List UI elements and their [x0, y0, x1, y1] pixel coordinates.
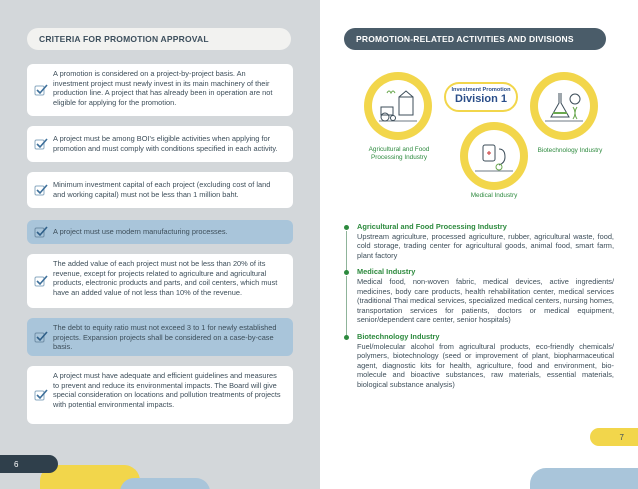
sector-item	[344, 332, 614, 390]
criteria-text: The added value of each project must not be less than 20% of its revenue, except for projects related to agriculture and agricultural products, electronic products and parts, and coil centers, which must have an added value of not less than 10% of the revenue.	[53, 259, 278, 297]
sector-description: Upstream agriculture, processed agriculture, rubber, agricultural waste, food, cold storage, trading center for agricultural goods, animal food, smart farm, plant factory	[357, 231, 614, 260]
sector-title: Medical Industry	[357, 267, 416, 277]
sector-description: Medical food, non-woven fabric, medical devices, active ingredients/ medicines, body care products, health rehabilitation center, medical services (traditional Thai medical services, specialized medical centers, nursing homes, transportation services for patients, doctors or medical equipment, senior/dependent care center, senior hospitals)	[357, 276, 614, 325]
checkmark-icon	[34, 274, 48, 288]
sector-title: Biotechnology Industry	[357, 331, 440, 341]
criteria-text: A promotion is considered on a project-by-project basis. An investment project must newly invest in its main machinery of their production line. A project that has already been in operation are not eligible for applying for the promotion.	[53, 69, 273, 107]
criteria-card-5	[27, 254, 293, 308]
biotech-illustration	[530, 72, 598, 140]
criteria-card-7	[27, 366, 293, 424]
criteria-text: A project must have adequate and efficient guidelines and measures to prevent and reduce its environmental impacts. The Board will give special consideration on locations and pollution treatments of projects with potential environmental impacts.	[53, 371, 281, 409]
label-medical: Medical Industry	[470, 192, 518, 199]
checkmark-icon	[34, 137, 48, 151]
decorative-blue-shape	[120, 478, 210, 489]
right-page	[320, 0, 638, 489]
checkmark-icon	[34, 83, 48, 97]
checkmark-icon	[34, 225, 48, 239]
decorative-blue-shape	[530, 468, 638, 489]
sector-item	[344, 222, 614, 260]
criteria-card-4	[27, 220, 293, 244]
tractor-farm-icon	[371, 79, 425, 133]
medical-icon	[467, 129, 521, 183]
lab-flask-icon	[537, 79, 591, 133]
criteria-card-3	[27, 172, 293, 208]
sector-title: Agricultural and Food Processing Industry	[357, 222, 507, 231]
bullet-dot	[344, 225, 349, 230]
page-number-right: 7	[590, 428, 638, 446]
label-biotech: Biotechnology Industry	[537, 147, 603, 154]
divisions-diagram	[340, 60, 620, 210]
bullet-dot	[344, 335, 349, 340]
criteria-card-1	[27, 64, 293, 116]
bullet-line	[346, 276, 347, 338]
division-badge-subtitle: Investment Promotion	[451, 87, 511, 93]
label-agriculture: Agricultural and Food Processing Industry	[368, 146, 430, 161]
criteria-header: CRITERIA FOR PROMOTION APPROVAL	[27, 28, 291, 50]
page-number-left: 6	[0, 455, 58, 473]
division-badge	[444, 82, 518, 112]
checkmark-icon	[34, 388, 48, 402]
bullet-line	[346, 231, 347, 271]
checkmark-icon	[34, 183, 48, 197]
sector-list	[344, 222, 614, 397]
sector-description: Fuel/molecular alcohol from agricultural products, eco-friendly chemicals/ polymers, biotechnology (seed or improvement of plant, biopharmaceutical agent, diagnostic kits for health, agriculture, food and environment, bio-molecule and bioactive substances, raw materials, essential materials, biological substance analysis)	[357, 341, 614, 389]
medical-illustration	[460, 122, 528, 190]
agriculture-illustration	[364, 72, 432, 140]
division-badge-title: Division 1	[455, 93, 507, 105]
checkmark-icon	[34, 330, 48, 344]
sector-item	[344, 267, 614, 325]
criteria-text: A project must use modern manufacturing processes.	[53, 227, 228, 236]
activities-header: PROMOTION-RELATED ACTIVITIES AND DIVISIONS	[344, 28, 606, 50]
bullet-dot	[344, 270, 349, 275]
criteria-text: Minimum investment capital of each project (excluding cost of land and working capital) must not be less than 1 million baht.	[53, 180, 271, 199]
criteria-card-6	[27, 318, 293, 356]
criteria-text: The debt to equity ratio must not exceed 3 to 1 for newly established projects. Expansion projects shall be considered on a case-by-case basis.	[53, 323, 277, 352]
criteria-text: A project must be among BOI's eligible activities when applying for promotion and must comply with conditions specified in each activity.	[53, 134, 278, 153]
criteria-card-2	[27, 126, 293, 162]
